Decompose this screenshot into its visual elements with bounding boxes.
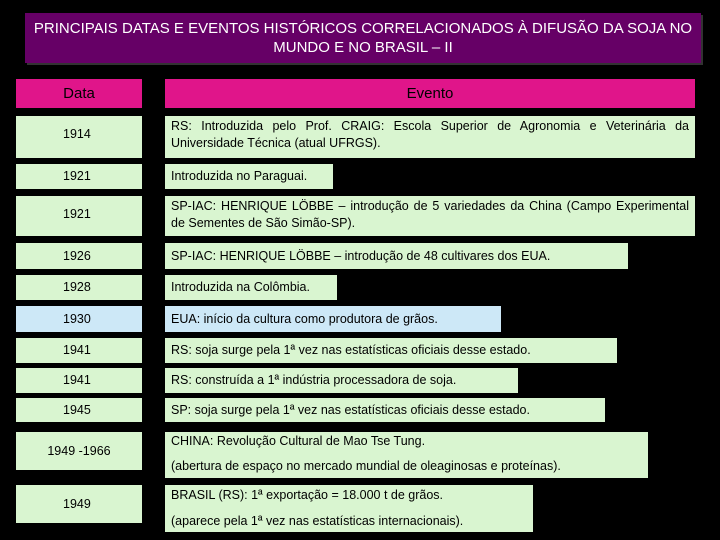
slide-title: PRINCIPAIS DATAS E EVENTOS HISTÓRICOS CORRELACIONADOS À DIFUSÃO DA SOJA NO MUNDO E NO BRASIL – II (25, 13, 701, 63)
event-cell (165, 485, 533, 532)
date-cell: 1945 (16, 398, 142, 422)
date-cell: 1921 (16, 164, 142, 189)
event-text: CHINA: Revolução Cultural de Mao Tse Tung. (171, 434, 426, 448)
date-cell: 1941 (16, 338, 142, 363)
event-cell: Introduzida na Colômbia. (165, 275, 337, 300)
event-cell: EUA: início da cultura como produtora de grãos. (165, 306, 501, 332)
event-cell: SP-IAC: HENRIQUE LÖBBE – introdução de 5 variedades da China (Campo Experimental de Sementes de São Simão-SP). (165, 196, 695, 236)
date-cell: 1928 (16, 275, 142, 300)
event-cell: Introduzida no Paraguai. (165, 164, 333, 189)
date-cell: 1949 -1966 (16, 432, 142, 470)
event-cell: SP: soja surge pela 1ª vez nas estatísticas oficiais desse estado. (165, 398, 605, 422)
event-cell: RS: soja surge pela 1ª vez nas estatísticas oficiais desse estado. (165, 338, 617, 363)
event-text: BRASIL (RS): 1ª exportação = 18.000 t de grãos. (171, 488, 444, 502)
date-cell: 1930 (16, 306, 142, 332)
event-cell: RS: Introduzida pelo Prof. CRAIG: Escola Superior de Agronomia e Veterinária da Universidade Técnica (atual UFRGS). (165, 116, 695, 158)
date-cell: 1914 (16, 116, 142, 158)
event-cell: SP-IAC: HENRIQUE LÖBBE – introdução de 48 cultivares dos EUA. (165, 243, 628, 269)
event-note: (abertura de espaço no mercado mundial de oleaginosas e proteínas). (171, 459, 561, 473)
date-cell: 1949 (16, 485, 142, 523)
header-date: Data (16, 79, 142, 108)
date-cell: 1926 (16, 243, 142, 269)
header-event: Evento (165, 79, 695, 108)
event-cell (165, 432, 648, 478)
event-cell: RS: construída a 1ª indústria processadora de soja. (165, 368, 518, 393)
event-note: (aparece pela 1ª vez nas estatísticas internacionais). (171, 514, 464, 528)
date-cell: 1941 (16, 368, 142, 393)
date-cell: 1921 (16, 196, 142, 236)
